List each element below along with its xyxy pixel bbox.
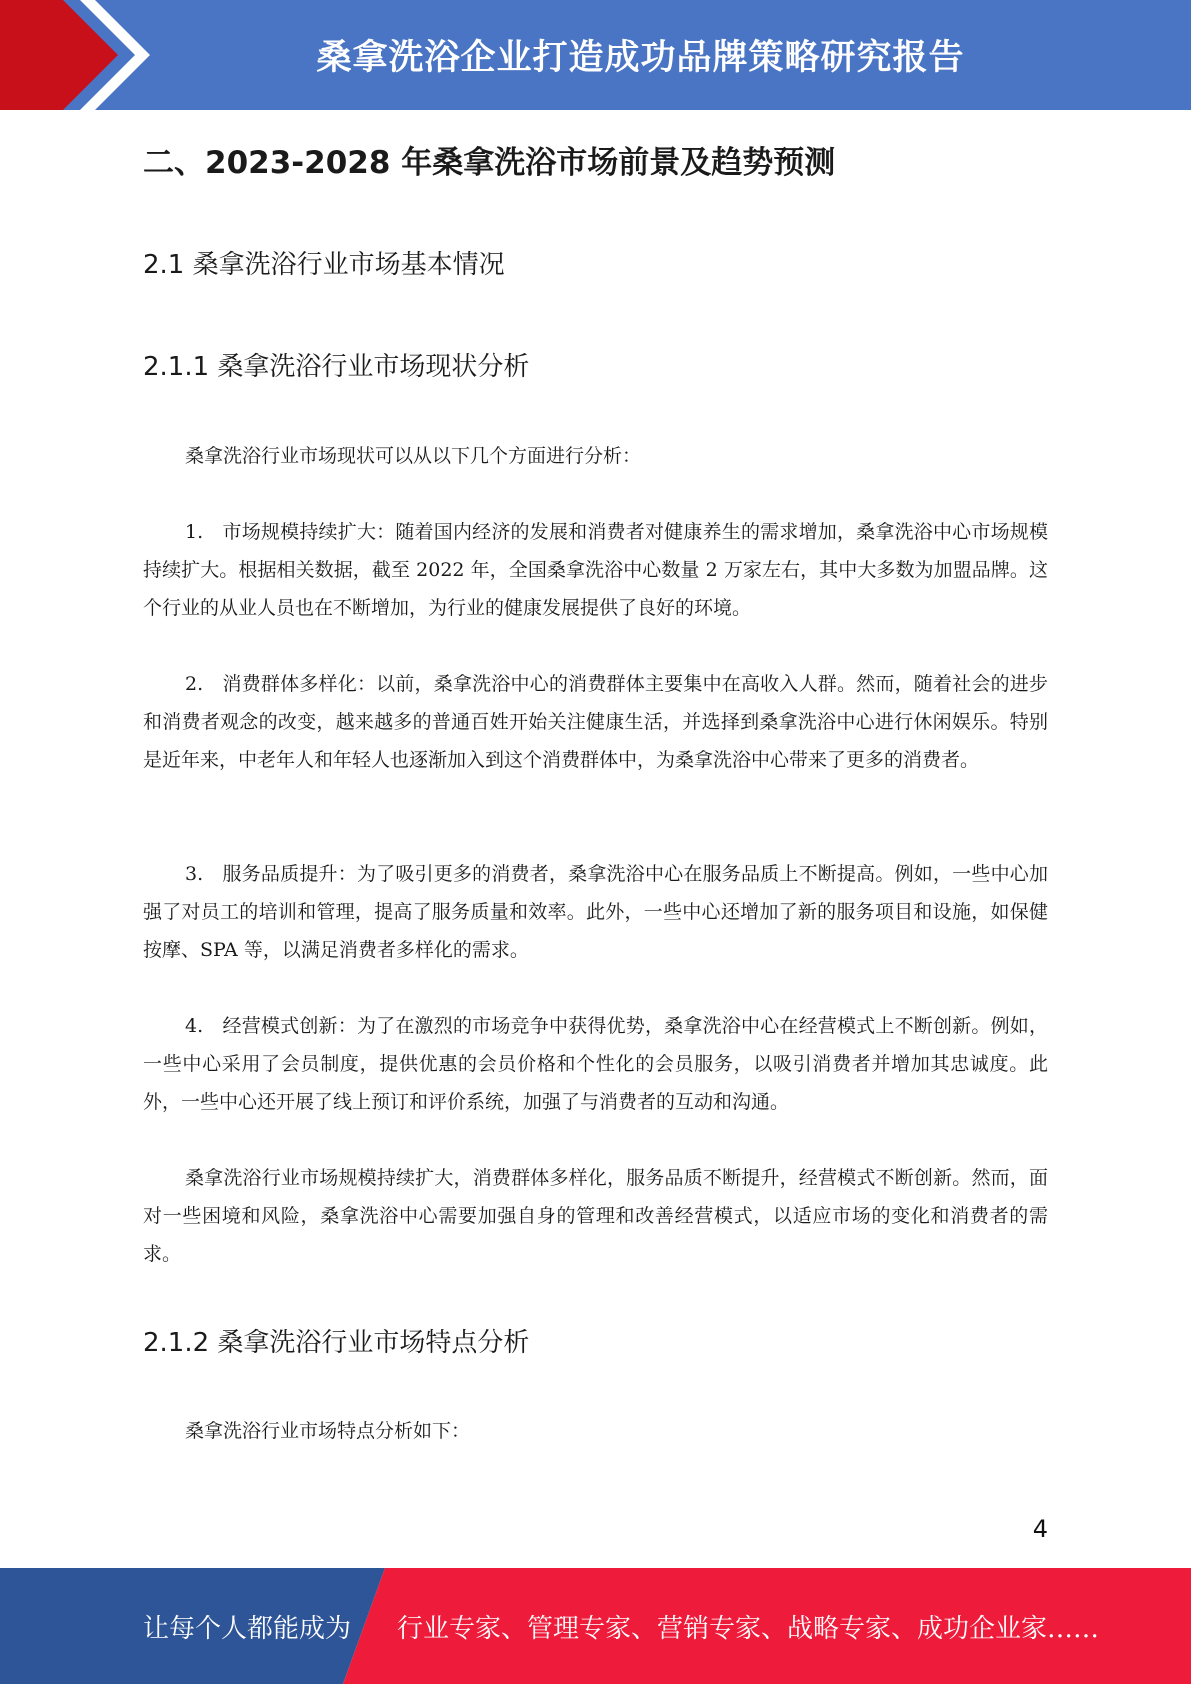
footer-slogan-left: 让每个人都能成为 [143, 1613, 352, 1644]
paragraph-summary: 桑拿洗浴行业市场规模持续扩大，消费群体多样化，服务品质不断提升，经营模式不断创新。然而，面对一些困境和风险，桑拿洗浴中心需要加强自身的管理和改善经营模式，以适应市场的变化和消费者的需求。 [143, 1167, 1048, 1265]
subsection-heading-2-1: 2.1 桑拿洗浴行业市场基本情况 [143, 250, 505, 280]
footer-band [0, 1568, 1191, 1684]
paragraph-intro: 桑拿洗浴行业市场现状可以从以下几个方面进行分析： [185, 445, 642, 467]
header-chevron-decoration [0, 0, 160, 110]
paragraph-item-1: 1. 市场规模持续扩大：随着国内经济的发展和消费者对健康养生的需求增加，桑拿洗浴中心市场规模持续扩大。根据相关数据，截至 2022 年，全国桑拿洗浴中心数量 2 万家左右，其中大多数为加盟品牌。这个行业的从业人员也在不断增加，为行业的健康发展提供了良好的环境。 [143, 521, 1048, 619]
paragraph-item-2: 2. 消费群体多样化：以前，桑拿洗浴中心的消费群体主要集中在高收入人群。然而，随着社会的进步和消费者观念的改变，越来越多的普通百姓开始关注健康生活，并选择到桑拿洗浴中心进行休闲娱乐。特别是近年来，中老年人和年轻人也逐渐加入到这个消费群体中，为桑拿洗浴中心带来了更多的消费者。 [143, 673, 1048, 771]
footer-slogan-right: 行业专家、管理专家、营销专家、战略专家、成功企业家…… [397, 1613, 1100, 1644]
paragraph-item-4: 4. 经营模式创新：为了在激烈的市场竞争中获得优势，桑拿洗浴中心在经营模式上不断创新。例如，一些中心采用了会员制度，提供优惠的会员价格和个性化的会员服务，以吸引消费者并增加其忠诚度。此外，一些中心还开展了线上预订和评价系统，加强了与消费者的互动和沟通。 [143, 1015, 1048, 1113]
header-band [0, 0, 1191, 110]
subsection-heading-2-1-2: 2.1.2 桑拿洗浴行业市场特点分析 [143, 1328, 530, 1358]
page-number: 4 [1032, 1515, 1048, 1543]
paragraph-item-3: 3. 服务品质提升：为了吸引更多的消费者，桑拿洗浴中心在服务品质上不断提高。例如，一些中心加强了对员工的培训和管理，提高了服务质量和效率。此外，一些中心还增加了新的服务项目和设施，如保健按摩、SPA 等，以满足消费者多样化的需求。 [143, 863, 1048, 961]
subsection-heading-2-1-1: 2.1.1 桑拿洗浴行业市场现状分析 [143, 352, 530, 382]
section-heading: 二、2023-2028 年桑拿洗浴市场前景及趋势预测 [143, 145, 836, 181]
paragraph-features-intro: 桑拿洗浴行业市场特点分析如下： [185, 1420, 471, 1442]
report-title: 桑拿洗浴企业打造成功品牌策略研究报告 [316, 38, 965, 78]
